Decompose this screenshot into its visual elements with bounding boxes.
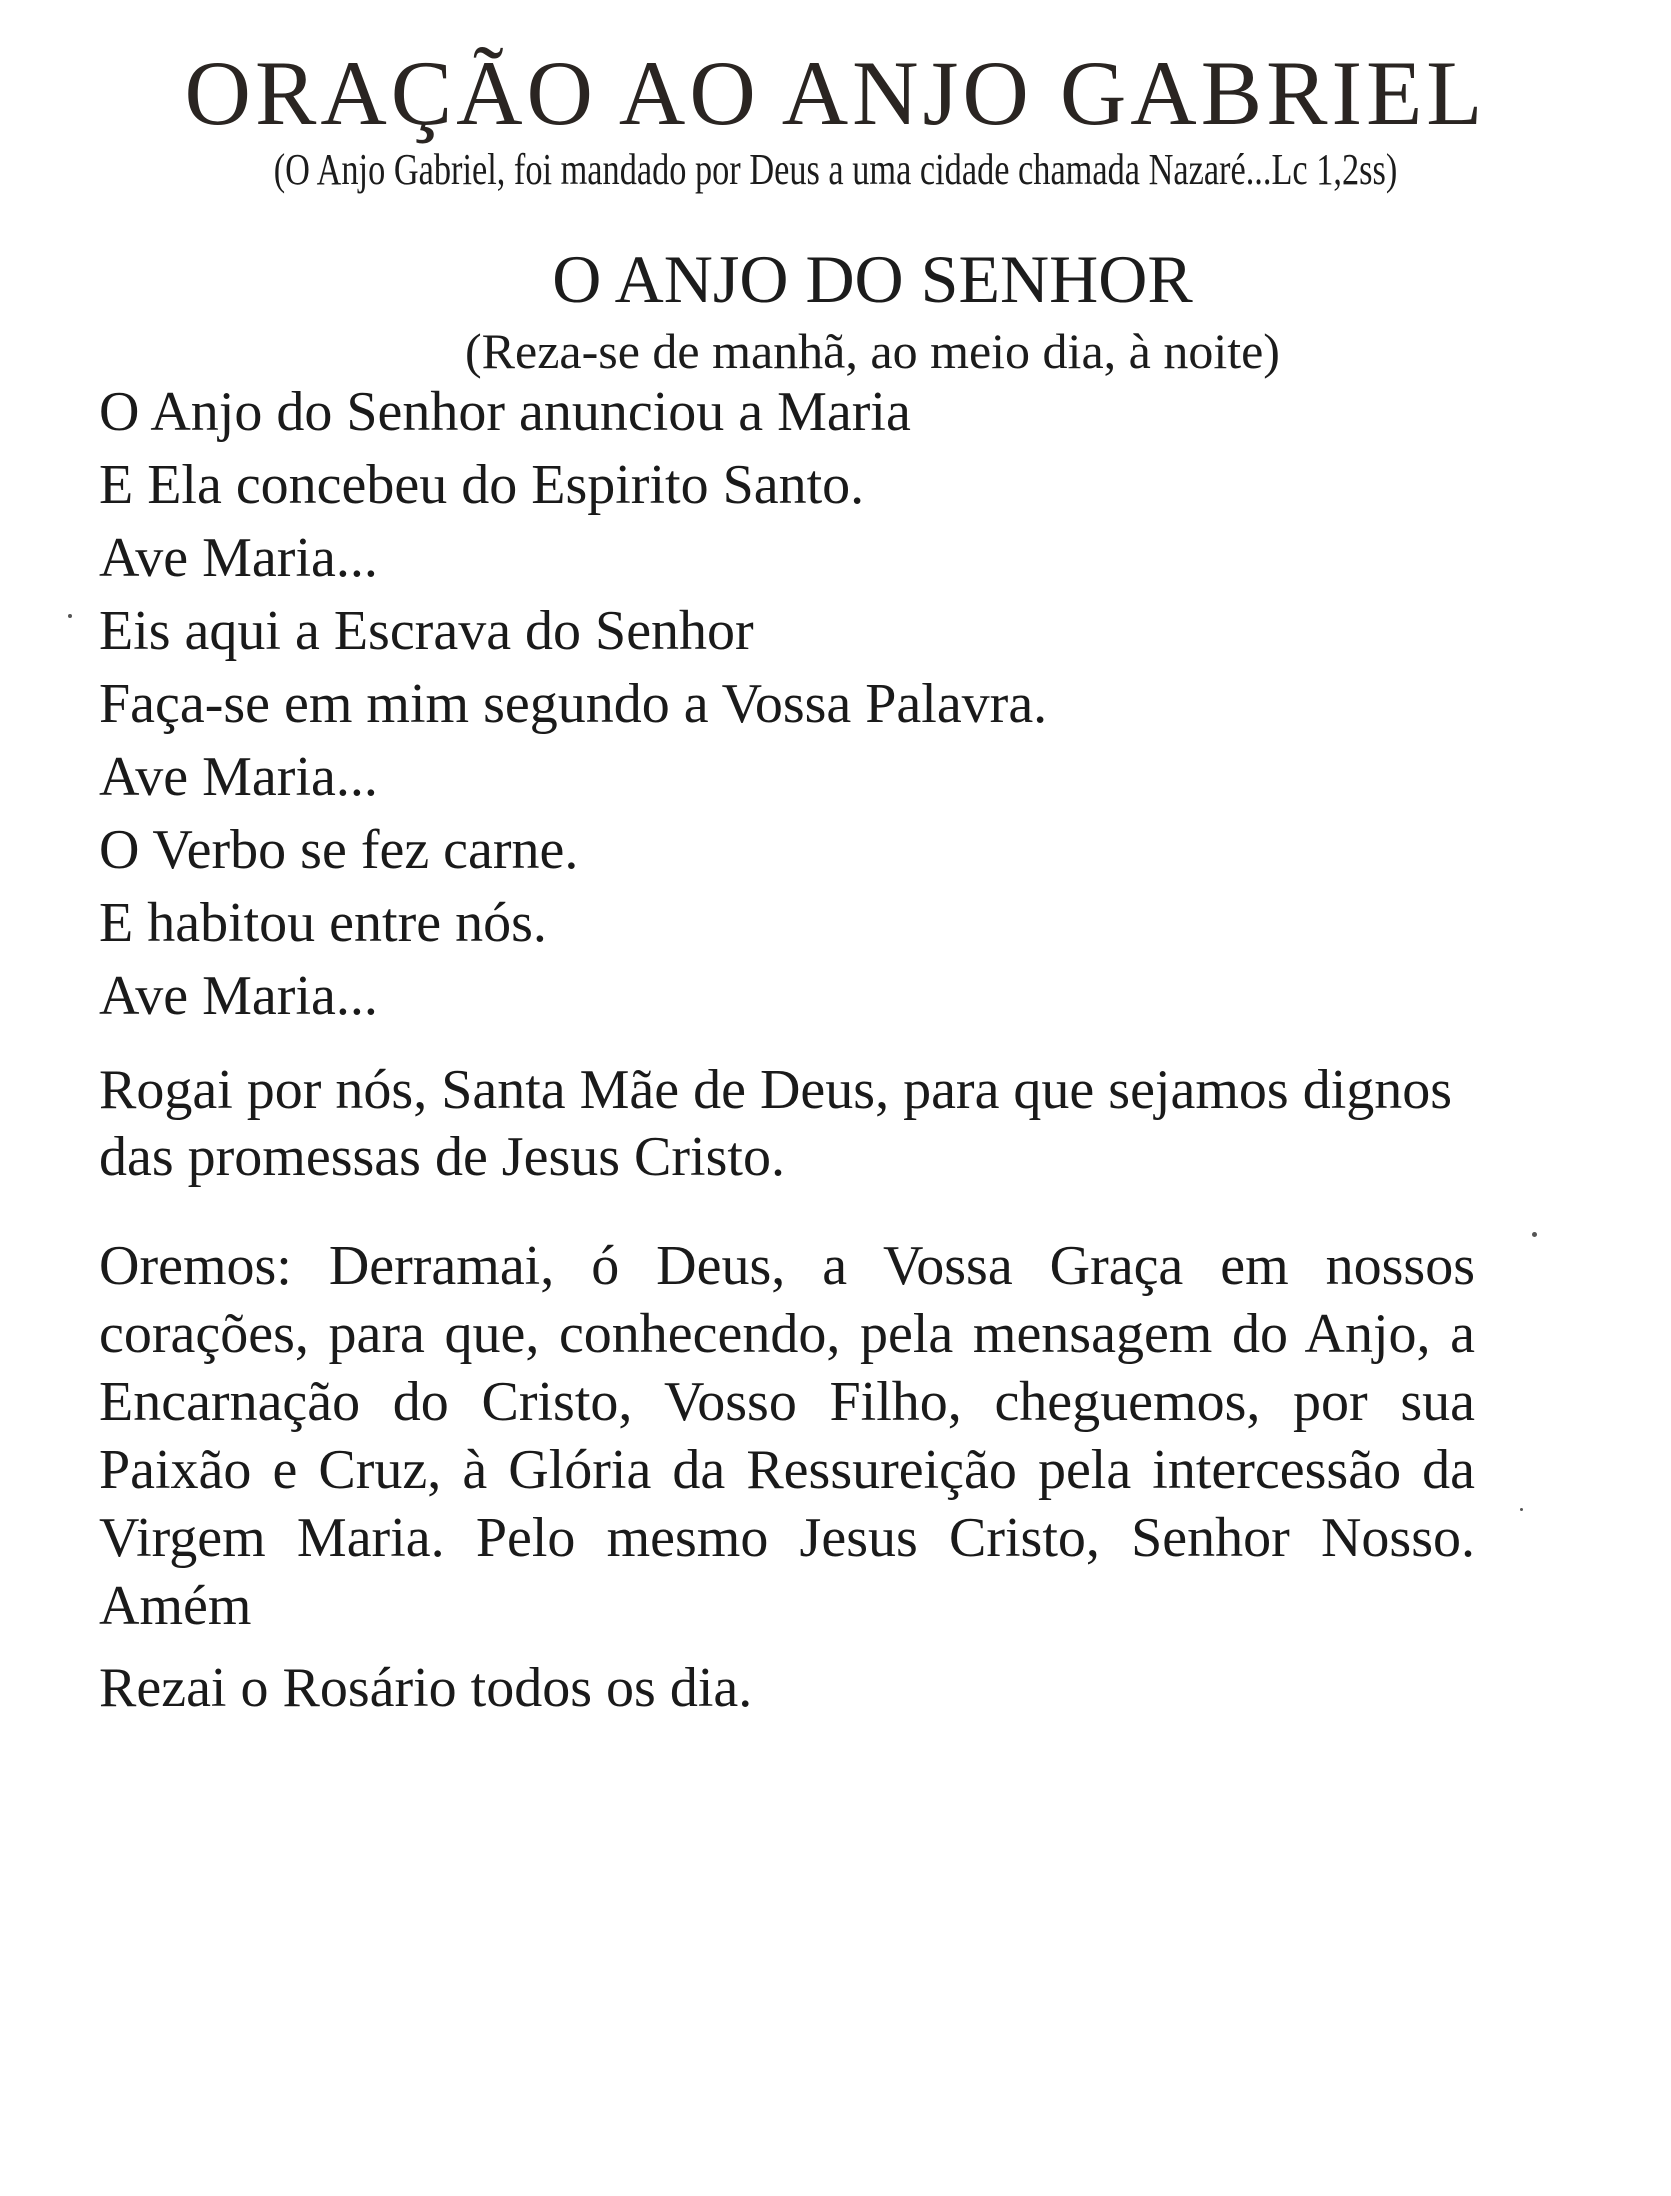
prayer-line: Faça-se em mim segundo a Vossa Palavra. <box>99 673 1048 735</box>
scan-speck <box>68 614 72 618</box>
prayer-line: Ave Maria... <box>99 527 378 589</box>
prayer-line: Eis aqui a Escrava do Senhor <box>99 600 754 662</box>
section-heading: O ANJO DO SENHOR <box>552 241 1193 317</box>
section-note: (Reza-se de manhã, ao meio dia, à noite) <box>465 323 1280 379</box>
subtitle-reference: (O Anjo Gabriel, foi mandado por Deus a uma cidade chamada Nazaré...Lc 1,2ss) <box>273 145 1398 194</box>
scan-speck <box>1520 1508 1523 1511</box>
scan-speck <box>1532 1232 1537 1237</box>
prayer-line: O Anjo do Senhor anunciou a Maria <box>99 381 911 443</box>
prayer-line: Ave Maria... <box>99 746 378 808</box>
closing-prayer-paragraph: Oremos: Derramai, ó Deus, a Vossa Graça em nossos corações, para que, conhecendo, pela mensagem do Anjo, a Encarnação do Cristo, Vosso Filho, cheguemos, por sua Paixão e Cruz, à Glória da Ressureição pela intercessão da Virgem Maria. Pelo mesmo Jesus Cristo, Senhor Nosso. Amém <box>99 1235 1475 1637</box>
petition-paragraph: Rogai por nós, Santa Mãe de Deus, para que sejamos dignos das promessas de Jesus Cristo. <box>99 1059 1453 1188</box>
prayer-line: Ave Maria... <box>99 965 378 1027</box>
closing-line: Rezai o Rosário todos os dia. <box>99 1657 753 1719</box>
prayer-lines <box>99 376 1479 1033</box>
prayer-line: E habitou entre nós. <box>99 892 547 954</box>
page-title: ORAÇÃO AO ANJO GABRIEL <box>184 42 1487 144</box>
prayer-line: E Ela concebeu do Espirito Santo. <box>99 454 865 516</box>
prayer-line: O Verbo se fez carne. <box>99 819 579 881</box>
